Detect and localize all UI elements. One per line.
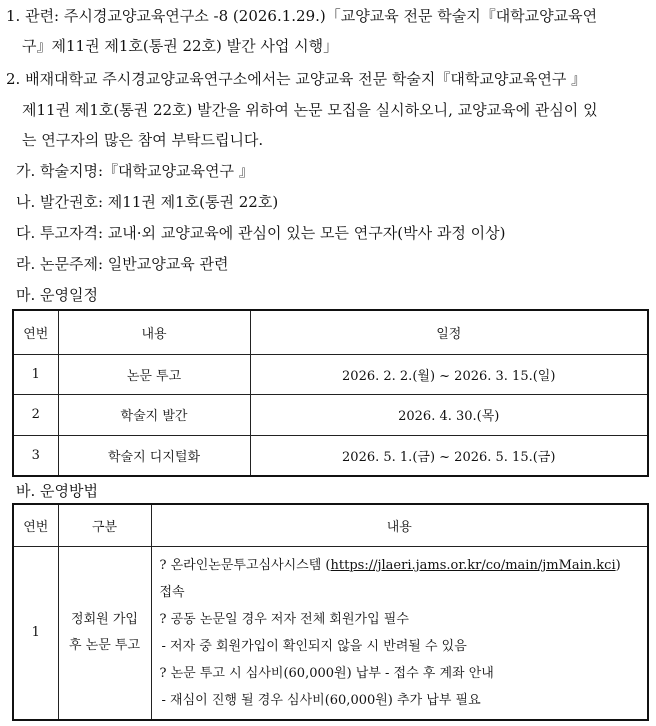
method-line-additional-fee: - 재심이 진행 될 경우 심사비(60,000원) 추가 납부 필요	[161, 692, 481, 708]
method-line-coauthor: ? 공동 논문일 경우 저자 전체 회원가입 필수	[159, 611, 409, 627]
item2-line2: 제11권 제1호(통권 22호) 발간을 위하여 논문 모집을 실시하오니, 교양교육에 관심이 있	[22, 101, 598, 119]
schedule-row-no: 2	[13, 394, 58, 435]
method-header-no: 연번	[13, 504, 58, 546]
item2-line3: 는 연구자의 많은 참여 부탁드립니다.	[22, 131, 264, 149]
schedule-header-content: 내용	[58, 310, 250, 354]
table-row	[13, 435, 648, 476]
method-line-review-fee: ? 논문 투고 시 심사비(60,000원) 납부 - 접수 후 계좌 안내	[159, 665, 494, 681]
item1-line1: 1. 관련: 주시경교양교육연구소 -8 (2026.1.29.)「교양교육 전문 학술지『대학교양교육연	[6, 7, 598, 25]
submission-system-link[interactable]: https://jlaeri.jams.or.kr/co/main/jmMain.kci	[330, 557, 616, 573]
schedule-row-no: 3	[13, 435, 58, 476]
schedule-table	[12, 309, 649, 477]
method-row-content	[151, 546, 648, 720]
method-row-category	[58, 546, 151, 720]
item1-line2: 구』제11권 제1호(통권 22호) 발간 사업 시행」	[22, 37, 339, 55]
method-table	[12, 503, 649, 721]
schedule-header-row	[13, 310, 648, 354]
sub-item-schedule-heading: 마. 운영일정	[16, 286, 98, 304]
method-line-system	[152, 552, 648, 579]
sub-item-eligibility: 다. 투고자격: 교내·외 교양교육에 관심이 있는 모든 연구자(박사 과정 이상)	[16, 224, 506, 242]
item2-line1: 2. 배재대학교 주시경교양교육연구소에서는 교양교육 전문 학술지『대학교양교육연구 』	[6, 70, 587, 88]
schedule-row-content: 논문 투고	[58, 354, 250, 394]
table-row	[13, 354, 648, 394]
table-row	[13, 546, 648, 720]
schedule-row-date: 2026. 4. 30.(목)	[250, 394, 648, 435]
method-row-no: 1	[13, 546, 58, 720]
method-line-system-suffix: )	[615, 557, 621, 573]
method-header-category: 구분	[58, 504, 151, 546]
schedule-row-date: 2026. 2. 2.(월) ~ 2026. 3. 15.(일)	[250, 354, 648, 394]
method-header-row	[13, 504, 648, 546]
schedule-header-date: 일정	[250, 310, 648, 354]
schedule-row-content: 학술지 디지털화	[58, 435, 250, 476]
method-line-access: 접속	[159, 584, 185, 600]
schedule-row-content: 학술지 발간	[58, 394, 250, 435]
method-line-system-prefix: ? 온라인논문투고심사시스템 (	[159, 557, 331, 573]
schedule-row-no: 1	[13, 354, 58, 394]
schedule-row-date: 2026. 5. 1.(금) ~ 2026. 5. 15.(금)	[250, 435, 648, 476]
sub-item-method-heading: 바. 운영방법	[16, 482, 98, 500]
method-category-line1: 정회원 가입	[71, 611, 138, 627]
sub-item-topic: 라. 논문주제: 일반교양교육 관련	[16, 255, 229, 273]
schedule-header-no: 연번	[13, 310, 58, 354]
method-line-reject-note: - 저자 중 회원가입이 확인되지 않을 시 반려될 수 있음	[161, 638, 467, 654]
table-row	[13, 394, 648, 435]
sub-item-journal-name: 가. 학술지명:『대학교양교육연구 』	[16, 162, 254, 180]
sub-item-issue-number: 나. 발간권호: 제11권 제1호(통권 22호)	[16, 193, 279, 211]
method-header-content: 내용	[151, 504, 648, 546]
method-category-line2: 후 논문 투고	[68, 637, 141, 653]
